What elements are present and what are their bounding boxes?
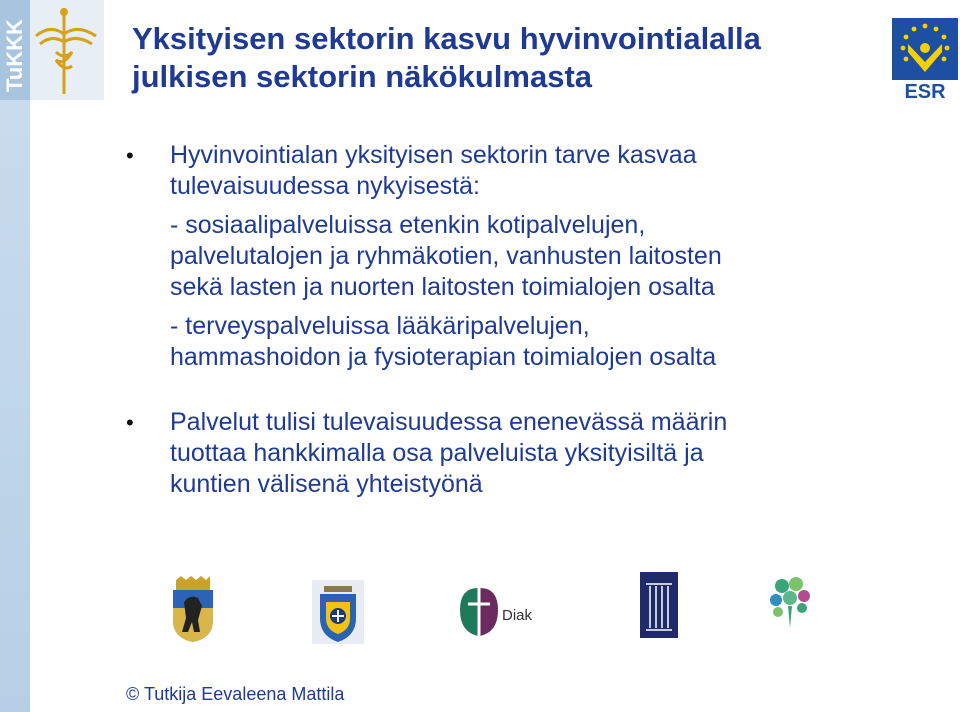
sub-line: palvelutalojen ja ryhmäkotien, vanhusten laitosten — [170, 242, 722, 270]
tukkk-logo-text: TuKKK — [2, 19, 27, 92]
bullet-item — [126, 407, 906, 500]
slide-title — [132, 20, 892, 96]
esr-logo — [892, 18, 958, 100]
sub-item — [126, 311, 906, 373]
tukkk-logo — [0, 0, 104, 100]
slide-content — [126, 140, 906, 500]
sub-line: sekä lasten ja nuorten laitosten toimialojen osalta — [170, 273, 715, 301]
diak-logo — [456, 572, 536, 652]
bullet-dot-icon: • — [126, 410, 134, 435]
sub-line: - terveyspalveluissa lääkäripalvelujen, — [170, 312, 590, 340]
left-decorative-band-lower — [0, 100, 30, 712]
copyright-footer: © Tutkija Eevaleena Mattila — [126, 684, 345, 704]
sub-line: hammashoidon ja fysioterapian toimialojen osalta — [170, 343, 717, 371]
coat-of-arms-bear-icon — [170, 572, 216, 652]
sub-item — [126, 210, 906, 303]
bullet-line: tuottaa hankkimalla osa palveluista yksityisiltä ja — [170, 439, 704, 467]
bullet-line: Hyvinvointialan yksityisen sektorin tarve kasvaa — [170, 141, 697, 169]
bullet-item — [126, 140, 906, 202]
sub-line: - sosiaalipalveluissa etenkin kotipalvelujen, — [170, 211, 646, 239]
diak-logo-text: Diak — [502, 607, 533, 624]
tree-logo-icon — [764, 572, 816, 632]
esr-logo-text: ESR — [904, 81, 946, 100]
title-line-2: julkisen sektorin näkökulmasta — [132, 59, 593, 94]
coat-of-arms-shield-icon — [312, 572, 364, 652]
bullet-line: tulevaisuudessa nykyisestä: — [170, 172, 480, 200]
bullet-line: kuntien välisenä yhteistyönä — [170, 470, 483, 498]
bullet-dot-icon: • — [126, 143, 134, 168]
bullet-line: Palvelut tulisi tulevaisuudessa enenevässä määrin — [170, 408, 728, 436]
title-line-1: Yksityisen sektorin kasvu hyvinvointialalla — [132, 21, 761, 56]
pillar-logo-icon — [640, 572, 678, 638]
